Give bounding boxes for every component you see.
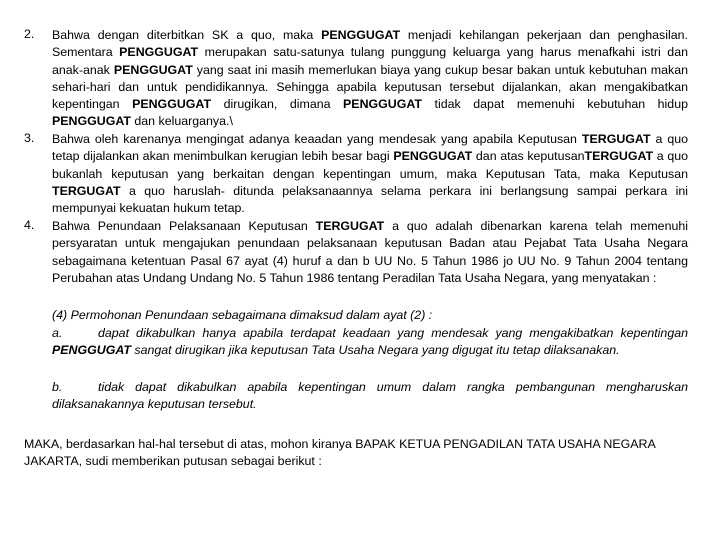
party-name: TERGUGAT <box>581 132 651 146</box>
party-name: PENGGUGAT <box>343 97 422 112</box>
party-name: PENGGUGAT <box>393 149 473 164</box>
quoted-article-point-b <box>52 379 688 414</box>
party-name: PENGGUGAT <box>132 97 212 112</box>
text-run: menjadi kehilangan pekerjaan dan penghasilan. Sementara <box>52 28 688 60</box>
text-run: a quo tetap dijalankan akan menimbulkan kerugian lebih besar bagi <box>52 132 688 164</box>
point-b-text: tidak dapat dikabulkan apabila kepentingan umum dalam rangka pembangunan mengharuskan dilaksanakannya keputusan tersebut. <box>52 380 688 412</box>
party-name: PENGGUGAT <box>52 114 131 129</box>
closing-paragraph: MAKA, berdasarkan hal-hal tersebut di atas, mohon kiranya BAPAK KETUA PENGADILAN TATA USAHA NEGARA JAKARTA, sudi memberikan putusan sebagai berikut : <box>24 437 656 469</box>
item-paragraph <box>52 218 688 287</box>
text-run: dirugikan, dimana <box>211 97 344 112</box>
party-name: PENGGUGAT <box>113 62 193 77</box>
point-b-label: b. <box>52 380 63 394</box>
quoted-article-point-a <box>52 325 688 360</box>
text-run: tidak dapat memenuhi kebutuhan hidup <box>421 97 688 112</box>
item-number: 3. <box>24 131 35 145</box>
text-run: sangat dirugikan jika keputusan Tata Usaha Negara yang digugat itu tetap dilaksanakan. <box>130 343 620 358</box>
text-run: yang saat ini masih memerlukan biaya yang cukup besar bakan untuk kebutuhan makan sehari-hari dan untuk pendidikannya. Sehingga apabila keputusan tersebut dijalankan, akan mengakibatkan kepentingan <box>52 62 688 112</box>
text-run: Bahwa oleh karenanya mengingat adanya keaadan yang mendesak yang apabila Keputusan <box>52 132 582 146</box>
point-a-label: a. <box>52 326 63 340</box>
party-name: PENGGUGAT <box>119 45 199 60</box>
quoted-article-intro: (4) Permohonan Penundaan sebagaimana dimaksud dalam ayat (2) : <box>52 308 433 322</box>
item-number: 2. <box>24 27 35 41</box>
text-run: Bahwa dengan diterbitkan SK a quo, maka <box>52 28 322 42</box>
party-name: TERGUGAT <box>52 183 121 198</box>
item-number: 4. <box>24 218 35 232</box>
point-a-text <box>52 326 688 357</box>
party-name: PENGGUGAT <box>52 343 131 358</box>
text-run: dan atas keputusan <box>472 149 585 164</box>
text-run: a quo bukanlah keputusan yang berkaitan dengan kepentingan umum, maka Keputusan Tata, maka Keputusan <box>52 149 688 181</box>
party-name: PENGGUGAT <box>321 28 401 42</box>
text-run: a quo haruslah- ditunda pelaksanaannya selama perkara ini berlangsung sampai perkara ini mempunyai kekuatan hukum tetap. <box>52 183 688 216</box>
text-run: a quo adalah dibenarkan karena telah memenuhi persyaratan untuk mengajukan penundaan pelaksanaan keputusan Badan atau Pejabat Tata Usaha Negara sebagaimana ketentuan Pasal 67 ayat (4) huruf a dan b UU No. 5 Tahun 1986 jo UU No. 9 Tahun 2004 tentang Perubahan atas Undang Undang No. 5 Tahun 1986 tentang Peradilan Tata Usaha Negara, yang menyatakan : <box>52 219 688 285</box>
item-paragraph <box>52 27 688 131</box>
text-run: dapat dikabulkan hanya apabila terdapat keadaan yang mendesak yang mengakibatkan kepentingan <box>98 326 688 340</box>
text-run: dan keluarganya.\ <box>130 114 233 129</box>
party-name: TERGUGAT <box>584 149 654 164</box>
text-run: Bahwa Penundaan Pelaksanaan Keputusan <box>52 219 316 233</box>
party-name: TERGUGAT <box>315 219 385 233</box>
text-run: merupakan satu-satunya tulang punggung keluarga yang harus menafkahi istri dan anak-anak <box>52 45 688 77</box>
item-paragraph <box>52 131 688 217</box>
